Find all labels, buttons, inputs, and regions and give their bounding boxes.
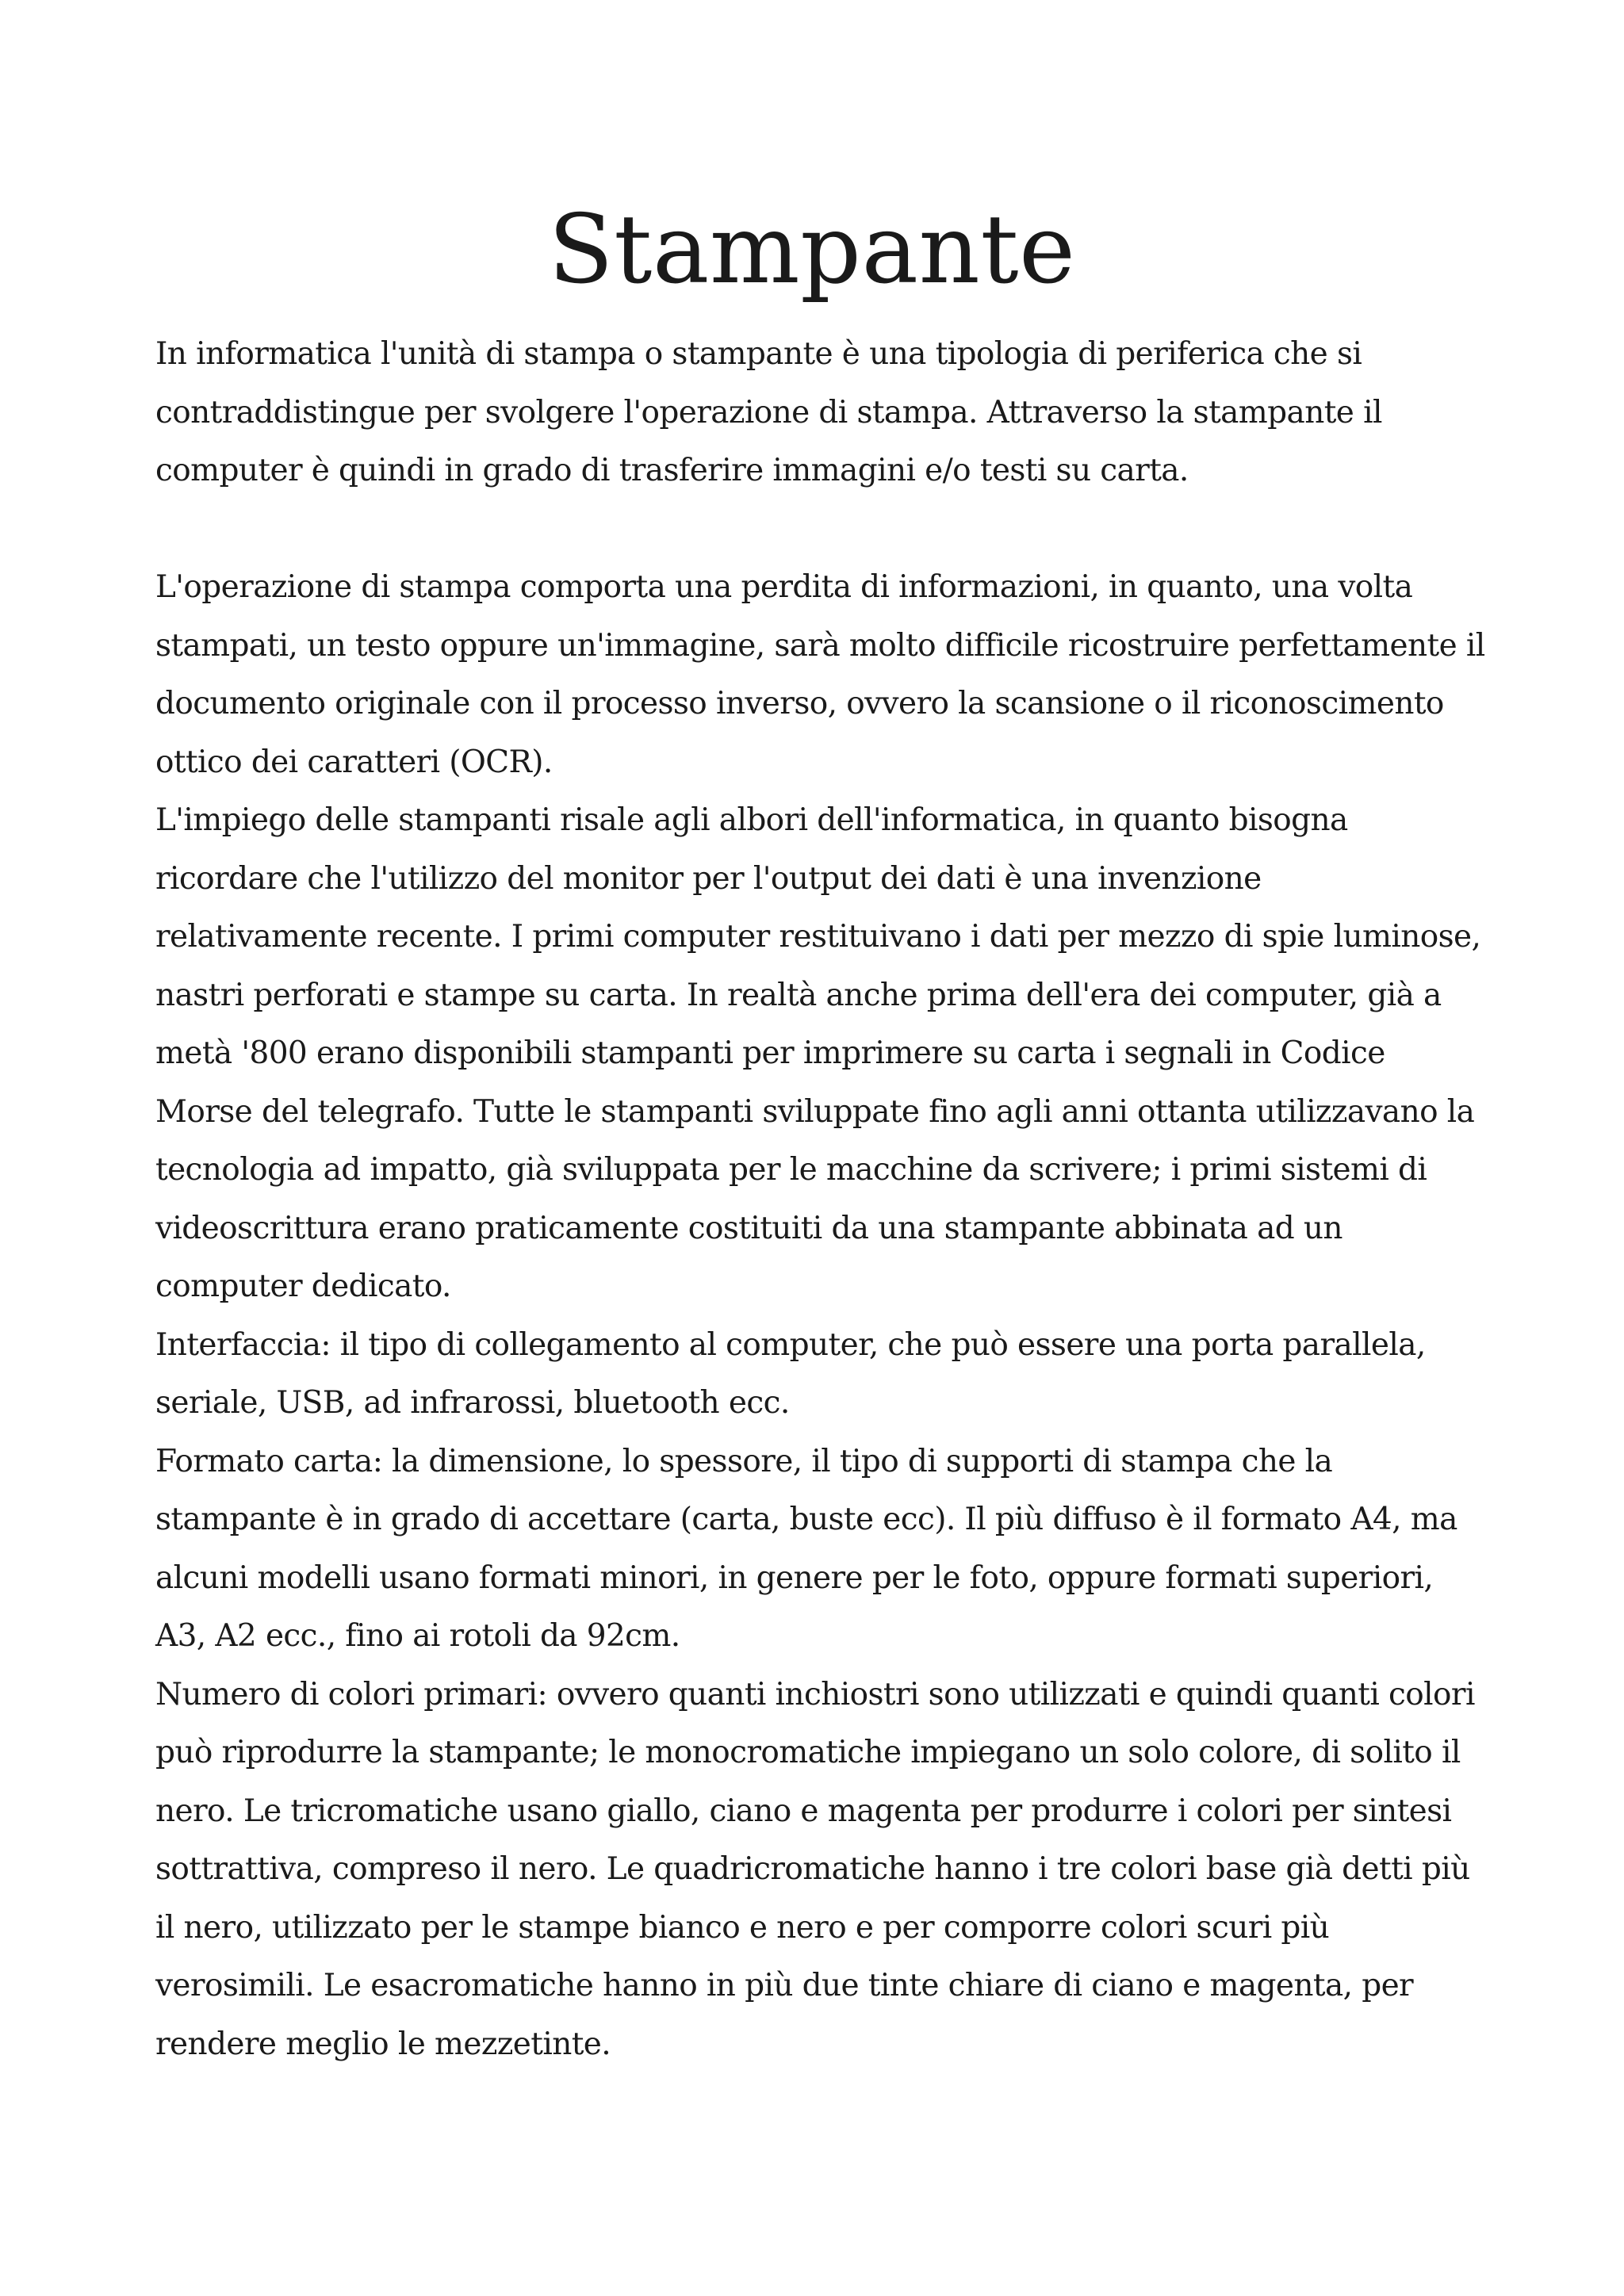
text-line: computer è quindi in grado di trasferire immagini e/o testi su carta. [155, 453, 1189, 488]
text-line: stampati, un testo oppure un'immagine, sarà molto difficile ricostruire perfettamente il [155, 627, 1485, 664]
text-line: seriale, USB, ad infrarossi, bluetooth ecc. [155, 1385, 790, 1421]
text-line: sottrattiva, compreso il nero. Le quadricromatiche hanno i tre colori base già detti più [155, 1851, 1470, 1887]
text-line: Formato carta: la dimensione, lo spessore, il tipo di supporti di stampa che la [155, 1443, 1333, 1479]
text-line: documento originale con il processo inverso, ovvero la scansione o il riconoscimento [155, 686, 1444, 721]
paragraph-spacer [155, 500, 1503, 559]
text-line: rendere meglio le mezzetinte. [155, 2026, 611, 2062]
text-line: L'impiego delle stampanti risale agli albori dell'informatica, in quanto bisogna [155, 802, 1348, 838]
text-line: In informatica l'unità di stampa o stampante è una tipologia di periferica che si [155, 336, 1362, 372]
text-line: Morse del telegrafo. Tutte le stampanti sviluppate fino agli anni ottanta utilizzavano la [155, 1093, 1475, 1130]
text-line: ottico dei caratteri (OCR). [155, 744, 553, 780]
text-line: contraddistingue per svolgere l'operazione di stampa. Attraverso la stampante il [155, 394, 1382, 430]
text-line: ricordare che l'utilizzo del monitor per l'output dei dati è una invenzione [155, 860, 1262, 897]
text-line: può riprodurre la stampante; le monocromatiche impiegano un solo colore, di solito il [155, 1735, 1461, 1770]
text-line: alcuni modelli usano formati minori, in genere per le foto, oppure formati superiori, [155, 1559, 1434, 1596]
text-line: relativamente recente. I primi computer restituivano i dati per mezzo di spie luminose, [155, 919, 1481, 955]
document-body [155, 325, 1503, 2073]
text-line: verosimili. Le esacromatiche hanno in più due tinte chiare di ciano e magenta, per [155, 1968, 1414, 2003]
text-line: computer dedicato. [155, 1269, 451, 1304]
page-title: Stampante [548, 195, 1076, 305]
text-line: nastri perforati e stampe su carta. In realtà anche prima dell'era dei computer, già a [155, 977, 1442, 1013]
text-line: A3, A2 ecc., fino ai rotoli da 92cm. [155, 1618, 680, 1654]
text-line: nero. Le tricromatiche usano giallo, ciano e magenta per produrre i colori per sintesi [155, 1793, 1452, 1829]
text-line: il nero, utilizzato per le stampe bianco e nero e per comporre colori scuri più [155, 1909, 1330, 1946]
text-line: L'operazione di stampa comporta una perdita di informazioni, in quanto, una volta [155, 569, 1413, 605]
text-line: videoscrittura erano praticamente costituiti da una stampante abbinata ad un [155, 1210, 1342, 1246]
text-line: metà '800 erano disponibili stampanti per imprimere su carta i segnali in Codice [155, 1035, 1385, 1071]
text-line: Interfaccia: il tipo di collegamento al computer, che può essere una porta parallela, [155, 1326, 1426, 1363]
text-line: tecnologia ad impatto, già sviluppata per le macchine da scrivere; i primi sistemi di [155, 1152, 1427, 1188]
text-line: Numero di colori primari: ovvero quanti inchiostri sono utilizzati e quindi quanti colori [155, 1676, 1475, 1712]
text-line: stampante è in grado di accettare (carta, buste ecc). Il più diffuso è il formato A4, ma [155, 1502, 1457, 1537]
